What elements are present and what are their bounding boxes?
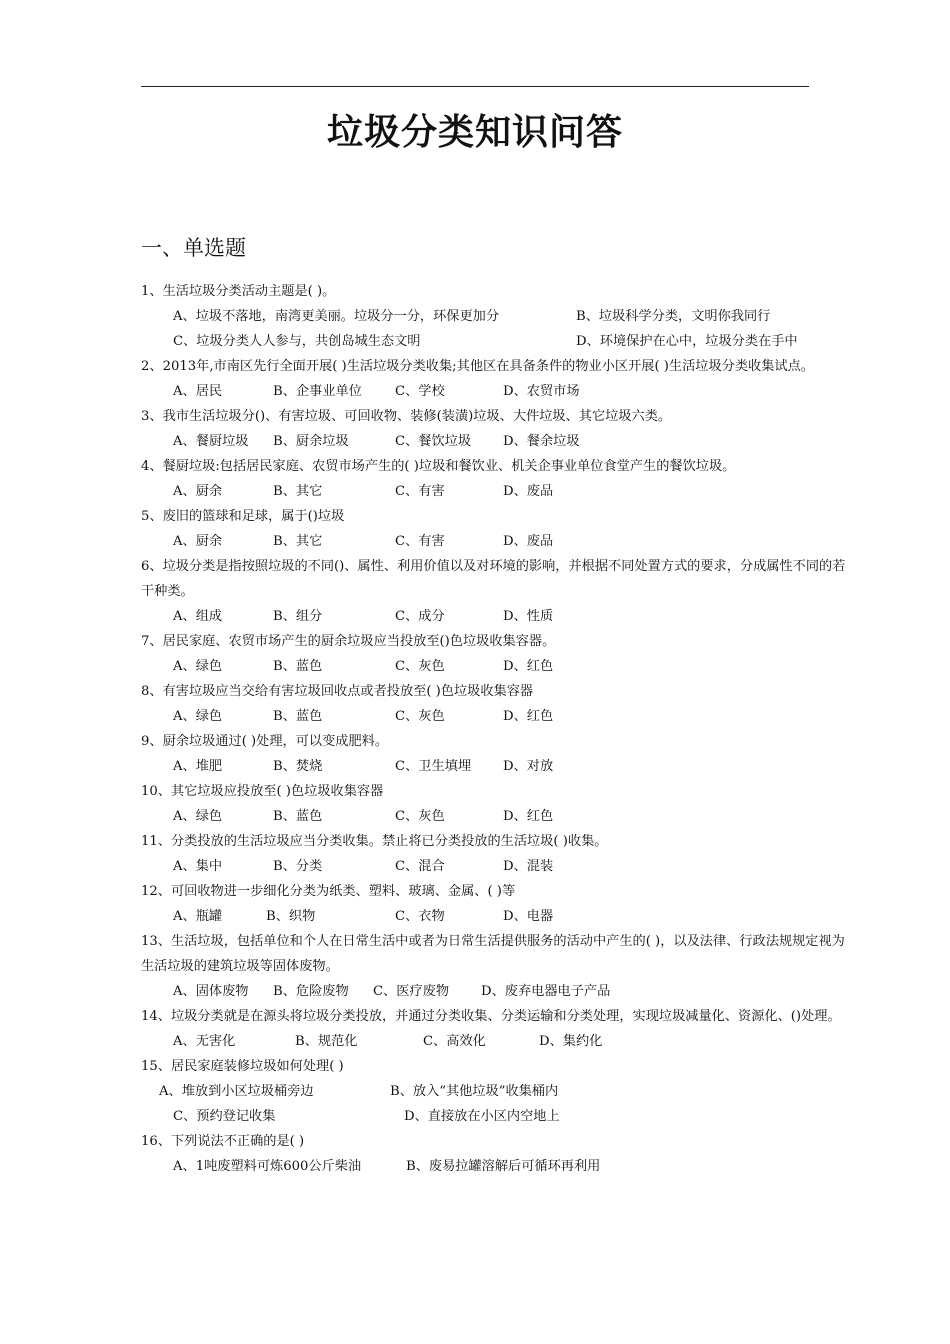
- question-stem: 13、生活垃圾，包括单位和个人在日常生活中或者为日常生活提供服务的活动中产生的( )，以及法律、行政法规规定视为生活垃圾的建筑垃圾等固体废物。: [141, 934, 845, 974]
- option-row: [141, 1104, 853, 1129]
- question-stem: 14、垃圾分类就是在源头将垃圾分类投放，并通过分类收集、分类运输和分类处理，实现垃圾减量化、资源化、()处理。: [141, 1009, 841, 1024]
- option: B、其它: [273, 484, 323, 499]
- header-rule: [141, 86, 809, 87]
- question-item: [141, 729, 853, 779]
- option: A、绿色: [173, 809, 223, 824]
- option-row: [141, 654, 853, 679]
- question-item: [141, 1054, 853, 1129]
- option-row: [141, 979, 853, 1004]
- option: A、瓶罐: [173, 909, 223, 924]
- option-row: [141, 304, 853, 329]
- option: B、分类: [273, 859, 323, 874]
- option: C、医疗废物: [373, 984, 450, 999]
- option-row: [141, 704, 853, 729]
- question-item: [141, 354, 853, 404]
- question-stem: 15、居民家庭装修垃圾如何处理( ): [141, 1059, 344, 1074]
- option: A、绿色: [173, 659, 223, 674]
- question-item: [141, 554, 853, 629]
- question-item: [141, 504, 853, 554]
- option-row: [141, 529, 853, 554]
- question-stem: 7、居民家庭、农贸市场产生的厨余垃圾应当投放至()色垃圾收集容器。: [141, 634, 556, 649]
- option: D、农贸市场: [503, 384, 580, 399]
- option: B、规范化: [295, 1034, 358, 1049]
- option-row: [141, 1079, 853, 1104]
- option: A、餐厨垃圾: [173, 434, 249, 449]
- option: B、蓝色: [273, 659, 323, 674]
- option: D、性质: [503, 609, 554, 624]
- option: D、废品: [503, 484, 554, 499]
- question-item: [141, 879, 853, 929]
- option: C、餐饮垃圾: [395, 434, 472, 449]
- question-item: [141, 829, 853, 879]
- option-row: [141, 329, 853, 354]
- option: C、灰色: [395, 809, 445, 824]
- option: D、环境保护在心中，垃圾分类在手中: [576, 334, 798, 349]
- question-stem: 8、有害垃圾应当交给有害垃圾回收点或者投放至( )色垃圾收集容器: [141, 684, 534, 699]
- option: D、集约化: [539, 1034, 603, 1049]
- option: B、蓝色: [273, 709, 323, 724]
- option-row: [141, 604, 853, 629]
- question-stem: 11、分类投放的生活垃圾应当分类收集。禁止将已分类投放的生活垃圾( )收集。: [141, 834, 608, 849]
- option: D、红色: [503, 809, 554, 824]
- question-item: [141, 929, 853, 1004]
- option: B、垃圾科学分类，文明你我同行: [576, 309, 771, 324]
- option: A、1吨废塑料可炼600公斤柴油: [173, 1159, 362, 1174]
- option: A、垃圾不落地，南湾更美丽。垃圾分一分，环保更加分: [173, 309, 500, 324]
- option: B、危险废物: [273, 984, 349, 999]
- option: B、织物: [266, 909, 316, 924]
- option: A、堆放到小区垃圾桶旁边: [159, 1084, 314, 1099]
- option: A、堆肥: [173, 759, 223, 774]
- question-item: [141, 404, 853, 454]
- option: D、红色: [503, 659, 554, 674]
- option-row: [141, 479, 853, 504]
- option: A、无害化: [173, 1034, 236, 1049]
- option-row: [141, 854, 853, 879]
- question-stem: 5、废旧的篮球和足球，属于()垃圾: [141, 509, 345, 524]
- option: B、企事业单位: [273, 384, 362, 399]
- option: D、对放: [503, 759, 554, 774]
- page-title: 垃圾分类知识问答: [326, 112, 623, 153]
- question-stem: 10、其它垃圾应投放至( )色垃圾收集容器: [141, 784, 384, 799]
- option: A、厨余: [173, 534, 223, 549]
- option: C、有害: [395, 534, 445, 549]
- option: C、垃圾分类人人参与，共创岛城生态文明: [173, 334, 421, 349]
- question-stem: 1、生活垃圾分类活动主题是( )。: [141, 284, 336, 299]
- option-row: [141, 904, 853, 929]
- option: D、电器: [503, 909, 554, 924]
- option: B、其它: [273, 534, 323, 549]
- option: D、红色: [503, 709, 554, 724]
- question-stem: 6、垃圾分类是指按照垃圾的不同()、属性、利用价值以及对环境的影响，并根据不同处置方式的要求，分成属性不同的若干种类。: [141, 559, 846, 599]
- question-item: [141, 1004, 853, 1054]
- option-row: [141, 804, 853, 829]
- option: D、餐余垃圾: [503, 434, 580, 449]
- option: A、绿色: [173, 709, 223, 724]
- option: D、直接放在小区内空地上: [404, 1109, 560, 1124]
- option: A、居民: [173, 384, 223, 399]
- option: D、混装: [503, 859, 554, 874]
- option-row: [141, 754, 853, 779]
- question-stem: 9、厨余垃圾通过( )处理，可以变成肥料。: [141, 734, 389, 749]
- option: B、蓝色: [273, 809, 323, 824]
- option-row: [141, 1029, 853, 1054]
- question-item: [141, 629, 853, 679]
- question-stem: 12、可回收物进一步细化分类为纸类、塑料、玻璃、金属、( )等: [141, 884, 516, 899]
- question-stem: 4、餐厨垃圾:包括居民家庭、农贸市场产生的( )垃圾和餐饮业、机关企事业单位食堂产生的餐饮垃圾。: [141, 459, 736, 474]
- option: C、衣物: [395, 909, 445, 924]
- question-item: [141, 679, 853, 729]
- option: C、灰色: [395, 709, 445, 724]
- option: A、厨余: [173, 484, 223, 499]
- option: C、灰色: [395, 659, 445, 674]
- option: A、固体废物: [173, 984, 249, 999]
- option: C、成分: [395, 609, 445, 624]
- question-stem: 16、下列说法不正确的是( ): [141, 1134, 305, 1149]
- section-heading: 一、单选题: [141, 236, 246, 260]
- question-list: [141, 279, 853, 1179]
- option-row: [141, 1154, 853, 1179]
- question-item: [141, 454, 853, 504]
- option: B、废易拉罐溶解后可循环再利用: [406, 1159, 601, 1174]
- option: C、卫生填埋: [395, 759, 472, 774]
- option: D、废弃电器电子产品: [481, 984, 611, 999]
- option: C、预约登记收集: [173, 1109, 276, 1124]
- option: B、焚烧: [273, 759, 323, 774]
- option: C、学校: [395, 384, 445, 399]
- option: B、放入“其他垃圾”收集桶内: [390, 1084, 559, 1099]
- question-item: [141, 1129, 853, 1179]
- option: B、组分: [273, 609, 323, 624]
- question-stem: 3、我市生活垃圾分()、有害垃圾、可回收物、装修(装潢)垃圾、大件垃圾、其它垃圾六类。: [141, 409, 672, 424]
- option: C、高效化: [423, 1034, 486, 1049]
- option-row: [141, 429, 853, 454]
- option-row: [141, 379, 853, 404]
- question-item: [141, 779, 853, 829]
- option: B、厨余垃圾: [273, 434, 349, 449]
- option: A、集中: [173, 859, 223, 874]
- option: C、有害: [395, 484, 445, 499]
- option: D、废品: [503, 534, 554, 549]
- option: A、组成: [173, 609, 223, 624]
- question-item: [141, 279, 853, 354]
- question-stem: 2、2013年,市南区先行全面开展( )生活垃圾分类收集;其他区在具备条件的物业小区开展( )生活垃圾分类收集试点。: [141, 359, 814, 374]
- option: C、混合: [395, 859, 445, 874]
